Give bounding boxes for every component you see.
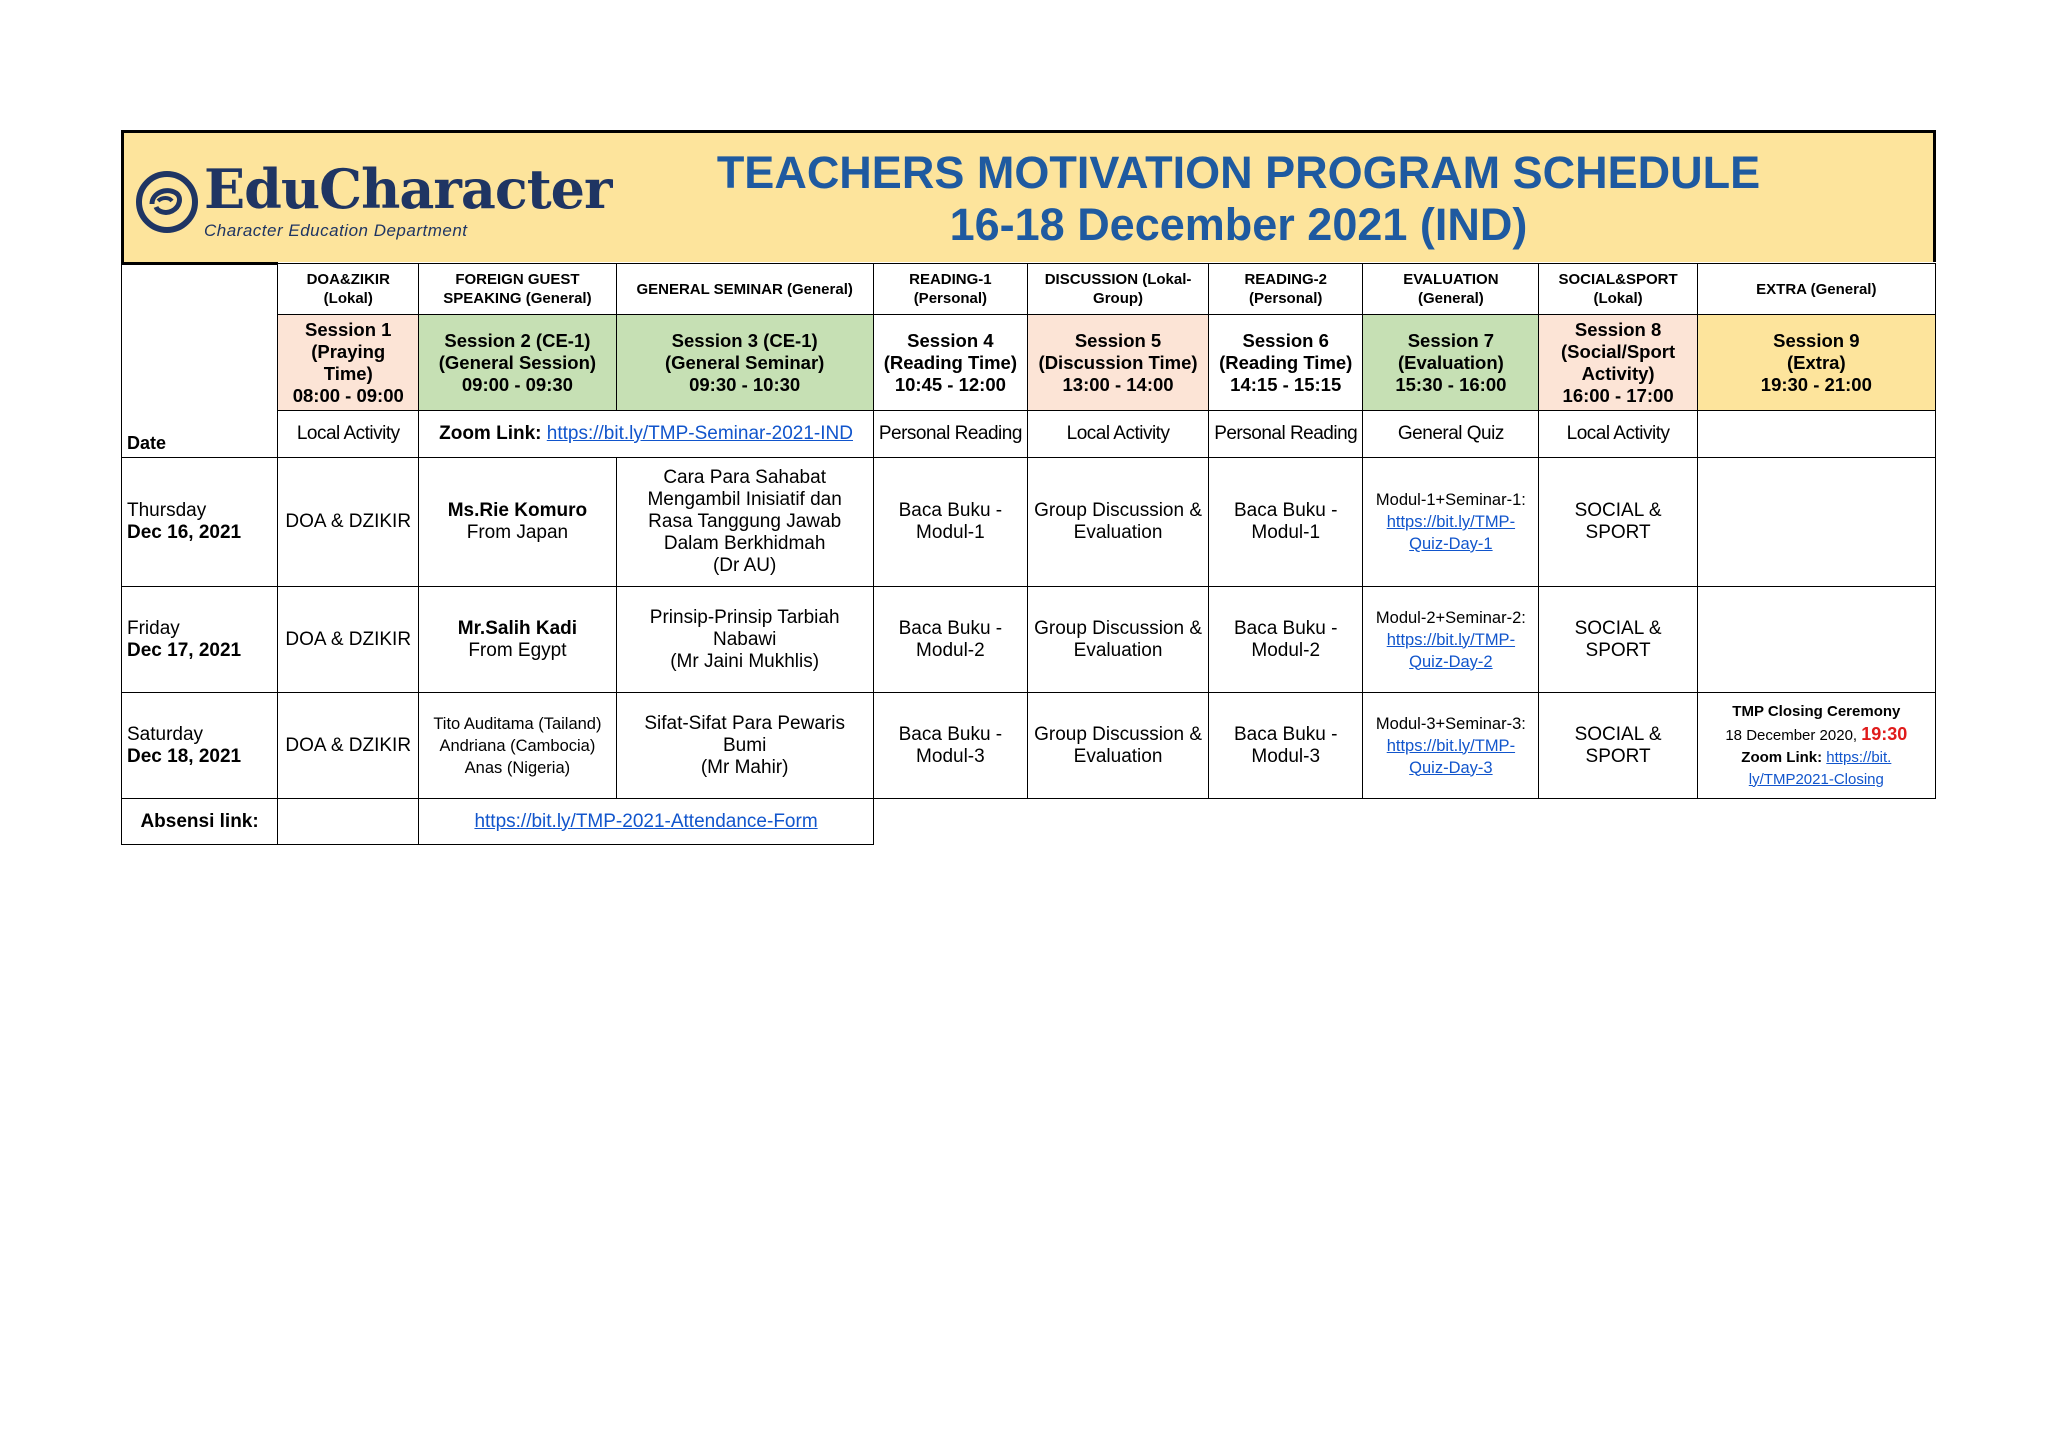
reading2-cell: Baca Buku - Modul-2 bbox=[1209, 587, 1363, 693]
footer-blank bbox=[873, 799, 1935, 845]
educharacter-logo bbox=[136, 155, 612, 255]
seminar-cell: Prinsip-Prinsip Tarbiah Nabawi (Mr Jaini Mukhlis) bbox=[616, 587, 873, 693]
session-cell: Session 2 (CE-1) (General Session) 09:00 - 09:30 bbox=[419, 315, 616, 411]
session-cell: Session 7 (Evaluation) 15:30 - 16:00 bbox=[1363, 315, 1539, 411]
schedule-table bbox=[121, 262, 1936, 845]
session-cell: Session 6 (Reading Time) 14:15 - 15:15 bbox=[1209, 315, 1363, 411]
social-cell: SOCIAL & SPORT bbox=[1539, 458, 1697, 587]
session-cell: Session 3 (CE-1) (General Seminar) 09:30 - 10:30 bbox=[616, 315, 873, 411]
table-row bbox=[122, 587, 1936, 693]
extra-cell bbox=[1697, 587, 1935, 693]
reading2-cell: Baca Buku - Modul-1 bbox=[1209, 458, 1363, 587]
logo-icon bbox=[136, 171, 198, 233]
page-title bbox=[544, 147, 1933, 251]
day-cell: Thursday Dec 16, 2021 bbox=[122, 458, 278, 587]
discussion-cell: Group Discussion & Evaluation bbox=[1027, 458, 1208, 587]
closing-date: 18 December 2020, bbox=[1725, 726, 1858, 744]
session-cell: Session 4 (Reading Time) 10:45 - 12:00 bbox=[873, 315, 1027, 411]
attendance-empty-cell bbox=[278, 799, 419, 845]
attendance-link[interactable]: https://bit.ly/TMP-2021-Attendance-Form bbox=[474, 810, 818, 832]
guest-cell: Tito Auditama (Tailand) Andriana (Cambocia) Anas (Nigeria) bbox=[419, 693, 616, 799]
activity-cell-empty bbox=[1697, 411, 1935, 458]
attendance-row bbox=[122, 799, 1936, 845]
category-cell: DISCUSSION (Lokal- Group) bbox=[1027, 264, 1208, 315]
discussion-cell: Group Discussion & Evaluation bbox=[1027, 693, 1208, 799]
reading1-cell: Baca Buku - Modul-2 bbox=[873, 587, 1027, 693]
activity-cell: Local Activity bbox=[278, 411, 419, 458]
table-row bbox=[122, 693, 1936, 799]
category-cell: DOA&ZIKIR (Lokal) bbox=[278, 264, 419, 315]
doa-cell: DOA & DZIKIR bbox=[278, 458, 419, 587]
closing-time: 19:30 bbox=[1861, 723, 1908, 744]
category-cell: FOREIGN GUEST SPEAKING (General) bbox=[419, 264, 616, 315]
category-cell: READING-2 (Personal) bbox=[1209, 264, 1363, 315]
category-cell: EXTRA (General) bbox=[1697, 264, 1935, 315]
closing-zoom-label: Zoom Link: bbox=[1741, 748, 1823, 766]
date-header: Date bbox=[122, 264, 278, 458]
session-row bbox=[122, 315, 1936, 411]
logo-name: EduCharacter bbox=[204, 157, 612, 221]
session-cell: Session 8 (Social/Sport Activity) 16:00 - 17:00 bbox=[1539, 315, 1697, 411]
session-cell: Session 5 (Discussion Time) 13:00 - 14:00 bbox=[1027, 315, 1208, 411]
quiz-link[interactable]: https://bit.ly/TMP- Quiz-Day-1 bbox=[1386, 513, 1516, 553]
attendance-link-cell bbox=[419, 799, 873, 845]
activity-cell: Local Activity bbox=[1027, 411, 1208, 458]
activity-row bbox=[122, 411, 1936, 458]
reading1-cell: Baca Buku - Modul-3 bbox=[873, 693, 1027, 799]
activity-cell: Personal Reading bbox=[1209, 411, 1363, 458]
category-cell: EVALUATION (General) bbox=[1363, 264, 1539, 315]
evaluation-cell: Modul-1+Seminar-1: https://bit.ly/TMP- Quiz-Day-1 bbox=[1363, 458, 1539, 587]
closing-zoom-link-part2[interactable]: ly/TMP2021-Closing bbox=[1748, 770, 1884, 788]
seminar-zoom-link[interactable]: https://bit.ly/TMP-Seminar-2021-IND bbox=[546, 423, 853, 444]
session-cell: Session 1 (Praying Time) 08:00 - 09:00 bbox=[278, 315, 419, 411]
evaluation-cell: Modul-2+Seminar-2: https://bit.ly/TMP- Quiz-Day-2 bbox=[1363, 587, 1539, 693]
closing-title: TMP Closing Ceremony bbox=[1732, 702, 1901, 720]
title-line-2: 16-18 December 2021 (IND) bbox=[949, 199, 1528, 250]
quiz-link[interactable]: https://bit.ly/TMP- Quiz-Day-2 bbox=[1386, 630, 1516, 671]
header-banner bbox=[121, 130, 1936, 262]
quiz-link[interactable]: https://bit.ly/TMP- Quiz-Day-3 bbox=[1386, 736, 1516, 777]
day-cell: Friday Dec 17, 2021 bbox=[122, 587, 278, 693]
schedule-sheet bbox=[121, 130, 1936, 845]
extra-cell bbox=[1697, 458, 1935, 587]
category-cell: SOCIAL&SPORT (Lokal) bbox=[1539, 264, 1697, 315]
table-row bbox=[122, 458, 1936, 587]
seminar-cell: Cara Para Sahabat Mengambil Inisiatif dan Rasa Tanggung Jawab Dalam Berkhidmah (Dr AU) bbox=[616, 458, 873, 587]
activity-cell: Personal Reading bbox=[873, 411, 1027, 458]
social-cell: SOCIAL & SPORT bbox=[1539, 587, 1697, 693]
category-cell: READING-1 (Personal) bbox=[873, 264, 1027, 315]
doa-cell: DOA & DZIKIR bbox=[278, 693, 419, 799]
activity-cell: General Quiz bbox=[1363, 411, 1539, 458]
activity-cell: Local Activity bbox=[1539, 411, 1697, 458]
reading1-cell: Baca Buku - Modul-1 bbox=[873, 458, 1027, 587]
closing-ceremony-cell bbox=[1697, 693, 1935, 799]
discussion-cell: Group Discussion & Evaluation bbox=[1027, 587, 1208, 693]
doa-cell: DOA & DZIKIR bbox=[278, 587, 419, 693]
seminar-zoom-cell bbox=[419, 411, 873, 458]
closing-zoom-link-part1[interactable]: https://bit. bbox=[1826, 748, 1892, 766]
guest-cell: Ms.Rie Komuro From Japan bbox=[419, 458, 616, 587]
seminar-cell: Sifat-Sifat Para Pewaris Bumi (Mr Mahir) bbox=[616, 693, 873, 799]
title-line-1: TEACHERS MOTIVATION PROGRAM SCHEDULE bbox=[716, 147, 1761, 198]
evaluation-cell: Modul-3+Seminar-3: https://bit.ly/TMP- Quiz-Day-3 bbox=[1363, 693, 1539, 799]
category-row bbox=[122, 264, 1936, 315]
day-cell: Saturday Dec 18, 2021 bbox=[122, 693, 278, 799]
category-cell: GENERAL SEMINAR (General) bbox=[616, 264, 873, 315]
guest-cell: Mr.Salih Kadi From Egypt bbox=[419, 587, 616, 693]
session-cell: Session 9 (Extra) 19:30 - 21:00 bbox=[1697, 315, 1935, 411]
reading2-cell: Baca Buku - Modul-3 bbox=[1209, 693, 1363, 799]
logo-subtitle: Character Education Department bbox=[204, 221, 468, 240]
social-cell: SOCIAL & SPORT bbox=[1539, 693, 1697, 799]
attendance-label: Absensi link: bbox=[122, 799, 278, 845]
zoom-label: Zoom Link: bbox=[439, 423, 542, 444]
